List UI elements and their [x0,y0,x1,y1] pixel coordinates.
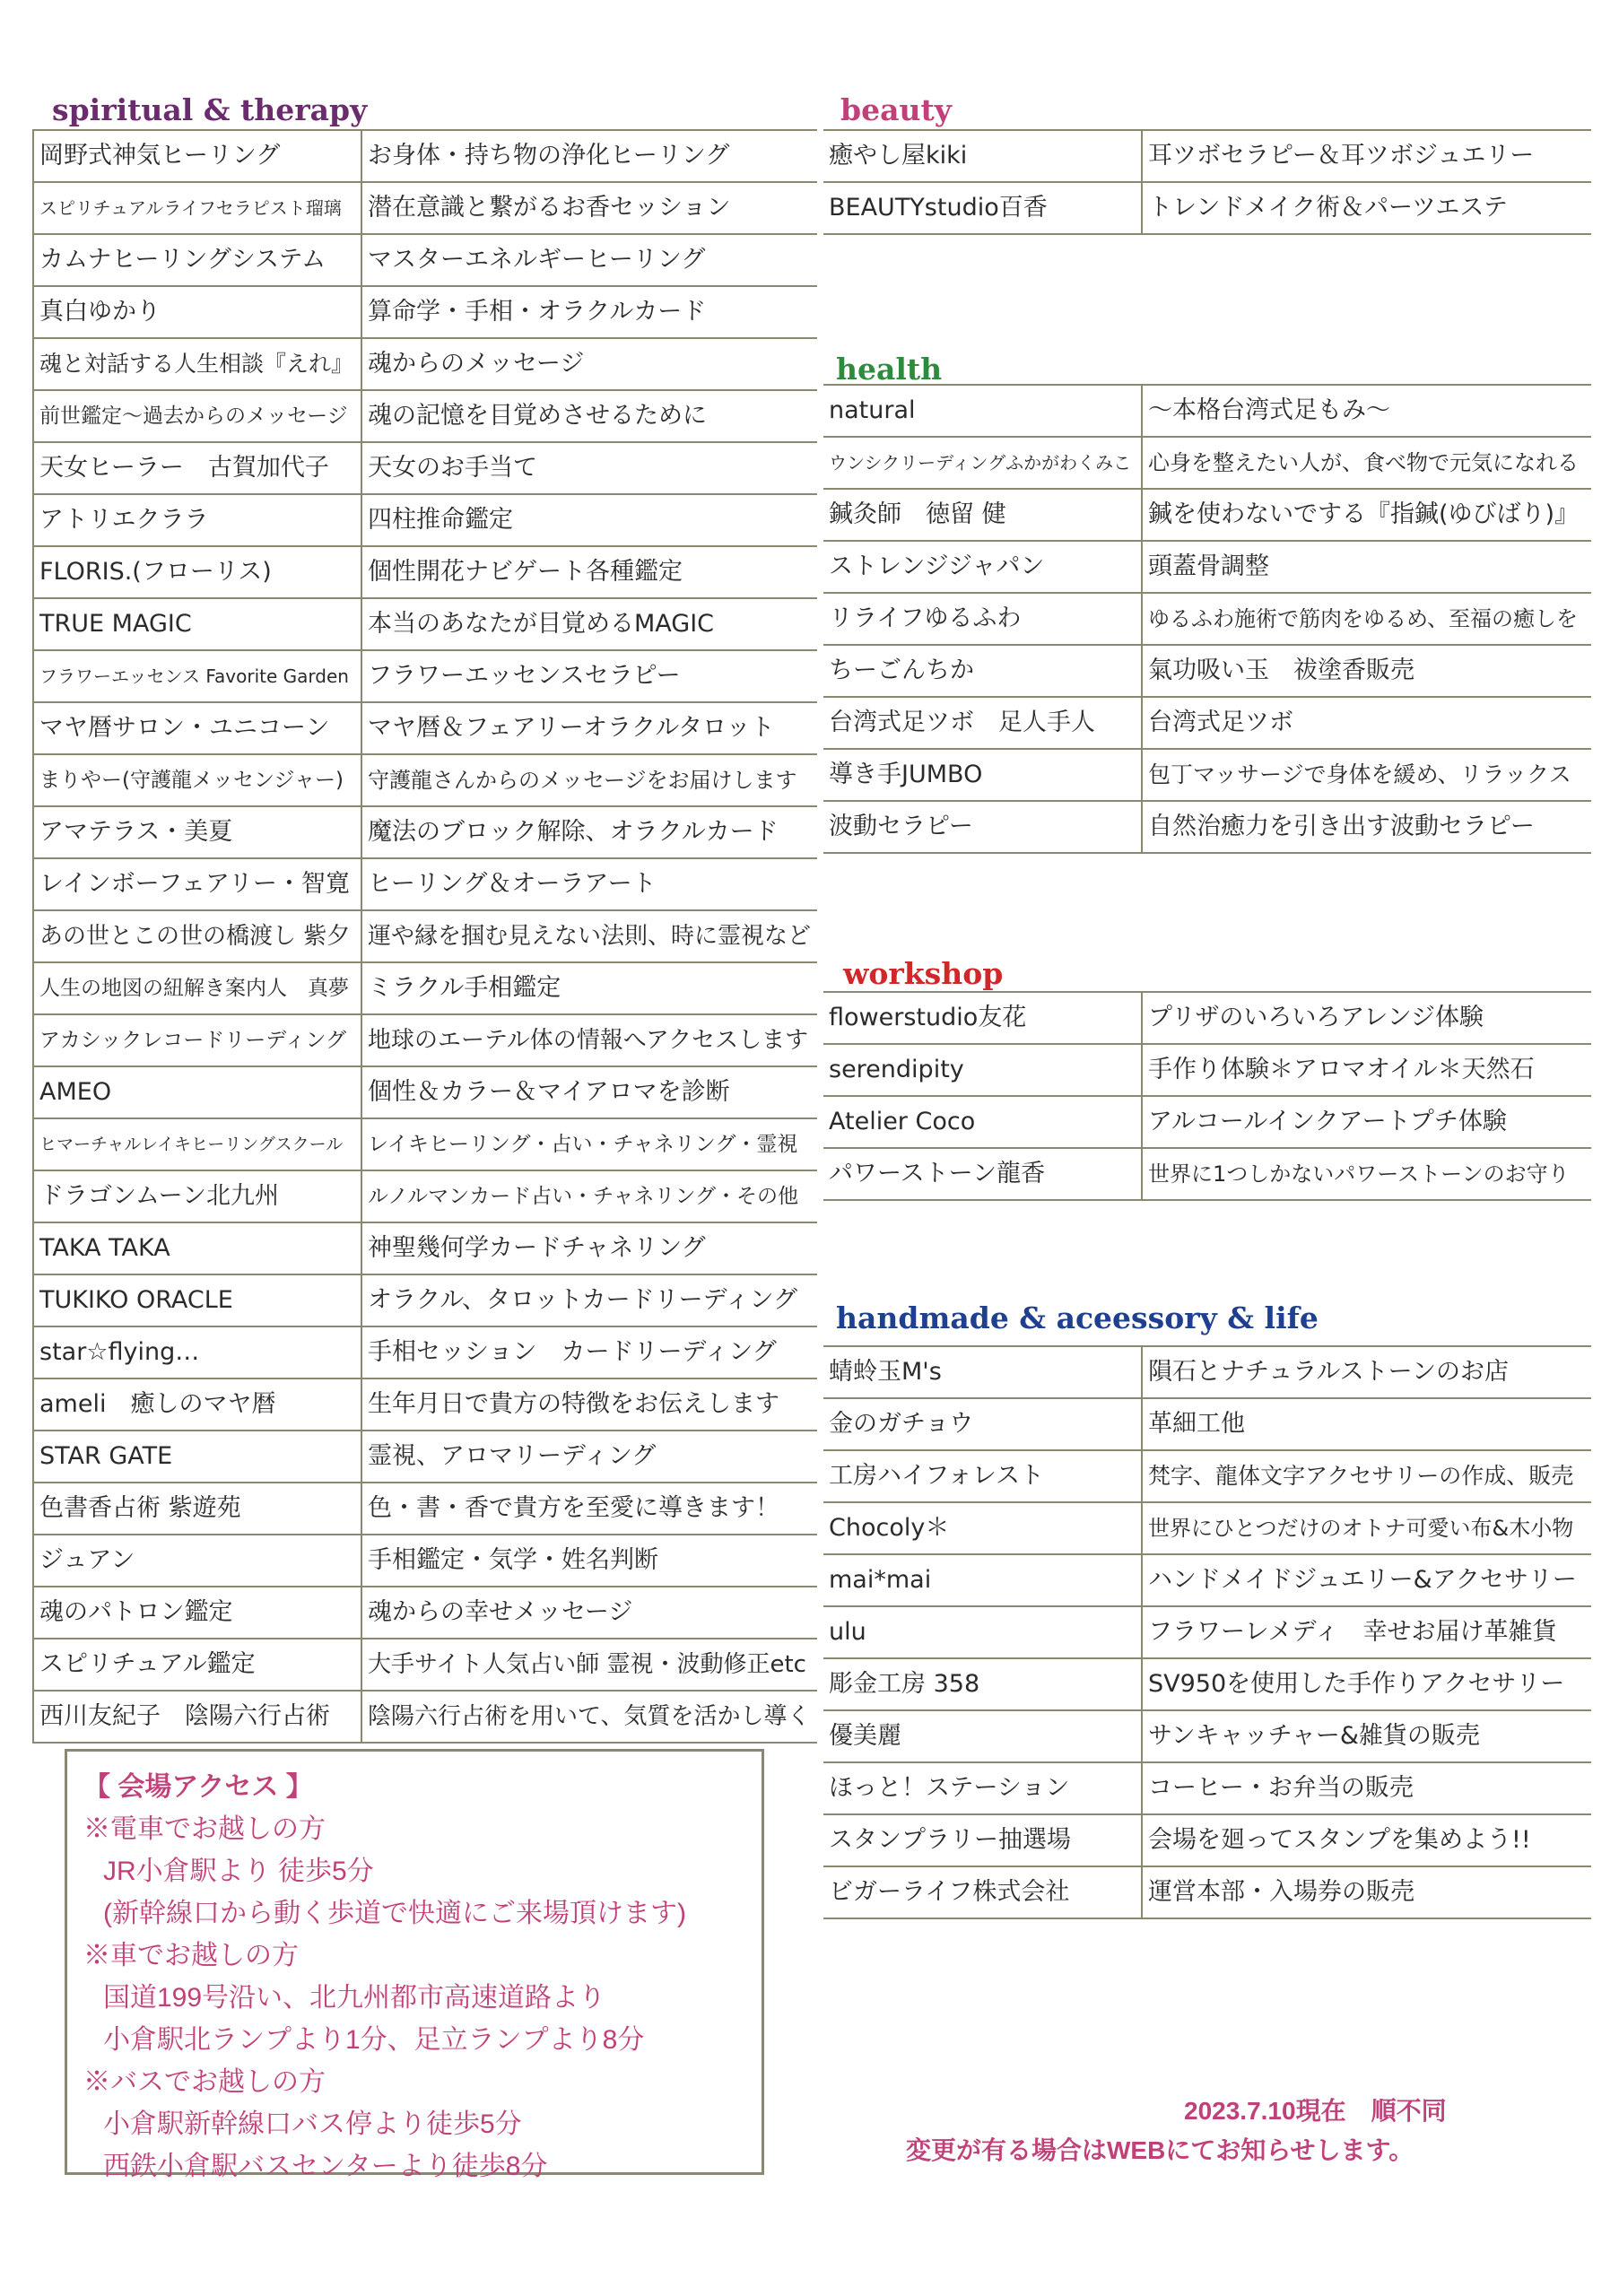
table-row [33,1587,817,1639]
exhibitor-description: 個性開花ナビゲート各種鑑定 [361,546,817,598]
exhibitor-name: mai*mai [823,1554,1142,1606]
exhibitor-description: 台湾式足ツボ [1142,697,1591,749]
exhibitor-name: 導き手JUMBO [823,749,1142,801]
table-row [823,801,1591,853]
exhibitor-name: TRUE MAGIC [33,598,361,650]
table-row [823,1762,1591,1814]
table-row [33,1639,817,1691]
exhibitor-description: オラクル、タロットカードリーディング [361,1274,817,1326]
exhibitor-description: 梵字、龍体文字アクセサリーの作成、販売 [1142,1450,1591,1502]
table-row [33,130,817,182]
table-row [823,489,1591,541]
section-title-beauty: beauty [840,92,952,127]
exhibitor-name: Chocoly＊ [823,1502,1142,1554]
exhibitor-name: 癒やし屋kiki [823,130,1142,182]
exhibitor-name: serendipity [823,1044,1142,1096]
exhibitor-description: 自然治癒力を引き出す波動セラピー [1142,801,1591,853]
table-row [33,1378,817,1431]
table-row [33,1014,817,1066]
exhibitor-name: 天女ヒーラー 古賀加代子 [33,442,361,494]
access-car-line-1: 国道199号沿い、北九州都市高速道路より [103,1983,606,2013]
exhibitor-name: 工房ハイフォレスト [823,1450,1142,1502]
exhibitor-description: 魂からのメッセージ [361,338,817,390]
access-bus-line-1: 小倉駅新幹線口バス停より徒歩5分 [103,2109,522,2139]
table-row [33,1066,817,1118]
exhibitor-description: 算命学・手相・オラクルカード [361,286,817,338]
exhibitor-name: 彫金工房 358 [823,1658,1142,1710]
exhibitor-name: ビガーライフ株式会社 [823,1866,1142,1918]
exhibitor-name: FLORIS.(フローリス) [33,546,361,598]
spiritual-table [32,129,817,1744]
exhibitor-name: ジュアン [33,1535,361,1587]
exhibitor-description: 魔法のブロック解除、オラクルカード [361,806,817,858]
exhibitor-description: ヒーリング＆オーラアート [361,858,817,910]
table-row [33,390,817,442]
exhibitor-name: Atelier Coco [823,1096,1142,1148]
exhibitor-name: star☆flying… [33,1326,361,1378]
update-note [897,2092,1525,2170]
exhibitor-description: 個性＆カラー＆マイアロマを診断 [361,1066,817,1118]
exhibitor-name: ulu [823,1606,1142,1658]
table-row [823,1866,1591,1918]
table-row [823,1398,1591,1450]
table-row [823,1658,1591,1710]
exhibitor-name: AMEO [33,1066,361,1118]
access-train-line-1: JR小倉駅より 徒歩5分 [103,1857,374,1886]
exhibitor-name: ちーごんちか [823,645,1142,697]
health-table [823,384,1591,854]
exhibitor-description: 革細工他 [1142,1398,1591,1450]
exhibitor-name: 鍼灸師 徳留 健 [823,489,1142,541]
update-note-date: 2023.7.10現在 順不同 [1184,2097,1447,2125]
exhibitor-name: 岡野式神気ヒーリング [33,130,361,182]
exhibitor-description: 地球のエーテル体の情報へアクセスします [361,1014,817,1066]
table-row [33,286,817,338]
table-row [823,992,1591,1044]
table-row [823,1346,1591,1398]
exhibitor-description: アルコールインクアートプチ体験 [1142,1096,1591,1148]
exhibitor-name: 前世鑑定～過去からのメッセージ [33,390,361,442]
beauty-table [823,129,1591,235]
exhibitor-name: アトリエクララ [33,494,361,546]
table-row [823,437,1591,489]
exhibitor-description: 運や縁を掴む見えない法則、時に霊視など [361,910,817,962]
table-row [33,1326,817,1378]
table-row [33,1222,817,1274]
table-row [823,1554,1591,1606]
exhibitor-name: 波動セラピー [823,801,1142,853]
exhibitor-name: ameli 癒しのマヤ暦 [33,1378,361,1431]
table-row [823,1606,1591,1658]
exhibitor-description: 包丁マッサージで身体を緩め、リラックス [1142,749,1591,801]
exhibitor-name: アカシックレコードリーディング [33,1014,361,1066]
exhibitor-description: 氣功吸い玉 祓塗香販売 [1142,645,1591,697]
exhibitor-name: TAKA TAKA [33,1222,361,1274]
exhibitor-name: あの世とこの世の橋渡し 紫夕 [33,910,361,962]
exhibitor-name: 台湾式足ツボ 足人手人 [823,697,1142,749]
exhibitor-name: パワーストーン龍香 [823,1148,1142,1200]
exhibitor-description: 手相鑑定・気学・姓名判断 [361,1535,817,1587]
exhibitor-name: 金のガチョウ [823,1398,1142,1450]
table-row [33,1691,817,1743]
exhibitor-description: 守護龍さんからのメッセージをお届けします [361,754,817,806]
exhibitor-description: プリザのいろいろアレンジ体験 [1142,992,1591,1044]
exhibitor-description: 手相セッション カードリーディング [361,1326,817,1378]
exhibitor-name: ウンシクリーディングふかがわくみこ [823,437,1142,489]
exhibitor-description: 運営本部・入場券の販売 [1142,1866,1591,1918]
exhibitor-name: BEAUTYstudio百香 [823,182,1142,234]
table-row [823,1450,1591,1502]
exhibitor-name: 西川友紀子 陰陽六行占術 [33,1691,361,1743]
section-title-health: health [836,352,943,387]
exhibitor-name: ヒマーチャルレイキヒーリングスクール [33,1118,361,1170]
exhibitor-name: 蜻蛉玉M's [823,1346,1142,1398]
table-row [33,546,817,598]
exhibitor-name: 人生の地図の紐解き案内人 真夢 [33,962,361,1014]
exhibitor-name: TUKIKO ORACLE [33,1274,361,1326]
table-row [33,1118,817,1170]
exhibitor-name: マヤ暦サロン・ユニコーン [33,702,361,754]
table-row [823,1096,1591,1148]
table-row [33,1483,817,1535]
exhibitor-description: 陰陽六行占術を用いて、気質を活かし導く [361,1691,817,1743]
exhibitor-name: 魂と対話する人生相談『えれ』 [33,338,361,390]
update-note-change: 変更が有る場合はWEBにてお知らせします。 [906,2136,1414,2164]
exhibitor-description: マヤ暦＆フェアリーオラクルタロット [361,702,817,754]
section-title-workshop: workshop [843,956,1004,991]
table-row [33,442,817,494]
table-row [823,541,1591,593]
exhibitor-description: お身体・持ち物の浄化ヒーリング [361,130,817,182]
exhibitor-name: レインボーフェアリー・智寛 [33,858,361,910]
table-row [33,598,817,650]
exhibitor-description: 魂からの幸せメッセージ [361,1587,817,1639]
table-row [823,130,1591,182]
exhibitor-name: 色書香占術 紫遊苑 [33,1483,361,1535]
exhibitor-description: サンキャッチャー&雑貨の販売 [1142,1710,1591,1762]
exhibitor-name: 優美麗 [823,1710,1142,1762]
exhibitor-name: 真白ゆかり [33,286,361,338]
access-train-line-2: (新幹線口から動く歩道で快適にご来場頂けます) [103,1899,686,1928]
table-row [33,858,817,910]
exhibitor-description: ～本格台湾式足もみ～ [1142,385,1591,437]
table-row [823,1502,1591,1554]
exhibitor-description: 頭蓋骨調整 [1142,541,1591,593]
access-title: 【 会場アクセス 】 [83,1772,313,1802]
exhibitor-name: 魂のパトロン鑑定 [33,1587,361,1639]
exhibitor-description: 四柱推命鑑定 [361,494,817,546]
exhibitor-description: 色・書・香で貴方を至愛に導きます！ [361,1483,817,1535]
exhibitor-description: 本当のあなたが目覚めるMAGIC [361,598,817,650]
exhibitor-description: フラワーエッセンスセラピー [361,650,817,702]
access-bus-heading: ※バスでお越しの方 [83,2067,326,2097]
exhibitor-description: 心身を整えたい人が、食べ物で元気になれる [1142,437,1591,489]
exhibitor-name: リライフゆるふわ [823,593,1142,645]
table-row [33,806,817,858]
access-car-heading: ※車でお越しの方 [83,1941,299,1970]
exhibitor-name: フラワーエッセンス Favorite Garden [33,650,361,702]
table-row [33,702,817,754]
exhibitor-name: STAR GATE [33,1431,361,1483]
exhibitor-name: アマテラス・美夏 [33,806,361,858]
exhibitor-description: ルノルマンカード占い・チャネリング・その他 [361,1170,817,1222]
table-row [823,1148,1591,1200]
exhibitor-description: トレンドメイク術＆パーツエステ [1142,182,1591,234]
table-row [823,749,1591,801]
table-row [33,494,817,546]
exhibitor-description: 生年月日で貴方の特徴をお伝えします [361,1378,817,1431]
exhibitor-description: 潜在意識と繋がるお香セッション [361,182,817,234]
exhibitor-description: ゆるふわ施術で筋肉をゆるめ、至福の癒しを [1142,593,1591,645]
access-train-heading: ※電車でお越しの方 [83,1814,326,1844]
table-row [823,1710,1591,1762]
exhibitor-description: 霊視、アロマリーディング [361,1431,817,1483]
table-row [33,234,817,286]
handmade-table [823,1345,1591,1919]
table-row [33,1274,817,1326]
exhibitor-description: フラワーレメディ 幸せお届け革雑貨 [1142,1606,1591,1658]
section-title-handmade: handmade & aceessory & life [836,1300,1319,1335]
exhibitor-name: ドラゴンムーン北九州 [33,1170,361,1222]
access-car-line-2: 小倉駅北ランプより1分、足立ランプより8分 [103,2025,645,2055]
table-row [33,754,817,806]
exhibitor-description: 会場を廻ってスタンプを集めよう!! [1142,1814,1591,1866]
exhibitor-description: コーヒー・お弁当の販売 [1142,1762,1591,1814]
exhibitor-description: 神聖幾何学カードチャネリング [361,1222,817,1274]
exhibitor-description: レイキヒーリング・占い・チャネリング・霊視 [361,1118,817,1170]
exhibitor-name: ほっと！ステーション [823,1762,1142,1814]
exhibitor-description: SV950を使用した手作りアクセサリー [1142,1658,1591,1710]
table-row [33,182,817,234]
exhibitor-name: スタンプラリー抽選場 [823,1814,1142,1866]
exhibitor-description: 耳ツボセラピー＆耳ツボジュエリー [1142,130,1591,182]
table-row [823,593,1591,645]
exhibitor-name: スピリチュアルライフセラピスト瑠璃 [33,182,361,234]
table-row [33,1535,817,1587]
exhibitor-description: 魂の記憶を目覚めさせるために [361,390,817,442]
exhibitor-description: 鍼を使わないでする『指鍼(ゆびばり)』 [1142,489,1591,541]
exhibitor-description: マスターエネルギーヒーリング [361,234,817,286]
venue-access-box [65,1749,764,2181]
exhibitor-name: まりやー(守護龍メッセンジャー) [33,754,361,806]
table-row [823,645,1591,697]
table-row [33,1170,817,1222]
exhibitor-name: natural [823,385,1142,437]
table-row [823,1814,1591,1866]
table-row [823,385,1591,437]
exhibitor-description: 大手サイト人気占い師 霊視・波動修正etc [361,1639,817,1691]
exhibitor-description: 手作り体験＊アロマオイル＊天然石 [1142,1044,1591,1096]
table-row [33,962,817,1014]
table-row [33,1431,817,1483]
table-row [823,1044,1591,1096]
table-row [33,650,817,702]
workshop-table [823,991,1591,1201]
exhibitor-description: 隕石とナチュラルストーンのお店 [1142,1346,1591,1398]
exhibitor-description: 世界に1つしかないパワーストーンのお守り [1142,1148,1591,1200]
exhibitor-name: ストレンジジャパン [823,541,1142,593]
exhibitor-name: flowerstudio友花 [823,992,1142,1044]
exhibitor-description: 世界にひとつだけのオトナ可愛い布&木小物 [1142,1502,1591,1554]
table-row [33,910,817,962]
access-bus-line-2: 西鉄小倉駅バスセンターより徒歩8分 [103,2152,548,2181]
exhibitor-name: スピリチュアル鑑定 [33,1639,361,1691]
table-row [33,338,817,390]
exhibitor-description: ハンドメイドジュエリー&アクセサリー [1142,1554,1591,1606]
section-title-spiritual: spiritual & therapy [52,92,368,127]
exhibitor-description: ミラクル手相鑑定 [361,962,817,1014]
exhibitor-description: 天女のお手当て [361,442,817,494]
exhibitor-name: カムナヒーリングシステム [33,234,361,286]
table-row [823,182,1591,234]
table-row [823,697,1591,749]
